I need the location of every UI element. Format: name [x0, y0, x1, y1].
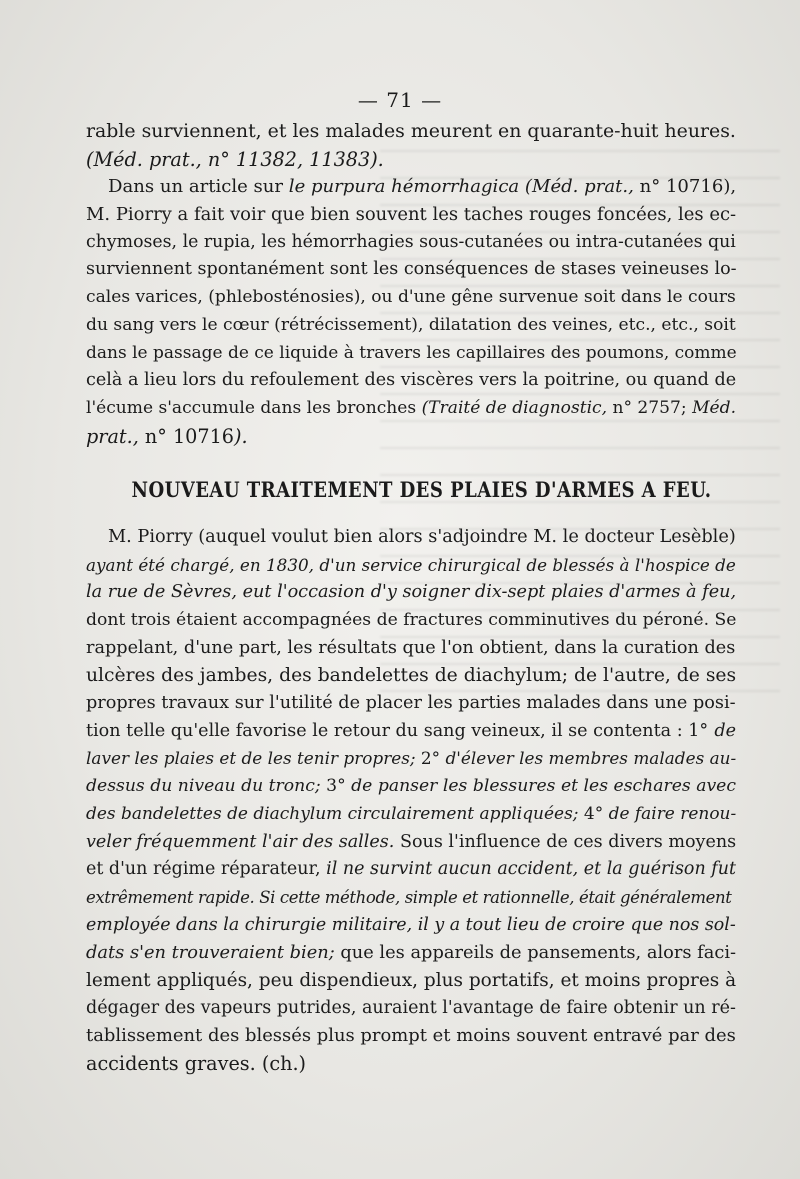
text-line — [86, 607, 736, 635]
text-line — [86, 201, 736, 229]
text-line — [86, 367, 736, 395]
text-span: cales varices, (phlebosténosies), ou d'une gêne survenue soit dans le cours — [86, 287, 736, 308]
text-line — [86, 173, 736, 201]
italic-span: d'élever les membres malades au- — [445, 748, 737, 769]
page-body — [86, 118, 736, 1078]
text-line — [86, 256, 736, 284]
text-line — [86, 801, 736, 829]
text-line — [86, 579, 736, 607]
italic-span: prat., — [86, 424, 139, 448]
text-line — [86, 635, 736, 663]
text-line — [86, 912, 736, 940]
text-span: accidents graves. (ch.) — [86, 1052, 307, 1076]
text-span: M. Piorry (auquel voulut bien alors s'adjoindre M. le docteur Lesèble) — [108, 526, 736, 547]
text-line — [86, 284, 736, 312]
citation: (Méd. prat., n° 11382, 11383). — [86, 147, 384, 171]
text-span: l'écume s'accumule dans les bronches — [86, 397, 422, 418]
italic-span: le purpura hémorrhagica (Méd. prat., — [288, 176, 634, 198]
text-line — [86, 773, 736, 801]
italic-span: de — [714, 720, 736, 741]
text-line — [86, 1050, 736, 1078]
italic-span: dessus du niveau du tronc; — [86, 776, 321, 797]
text-span: 4° — [578, 803, 609, 824]
italic-span: Méd. — [692, 397, 736, 418]
text-line — [86, 312, 736, 340]
text-span: n° 2757; — [607, 397, 693, 418]
text-line — [86, 884, 736, 912]
paragraph-purpura — [86, 173, 736, 450]
text-span: 2° — [415, 748, 446, 769]
text-span: dont trois étaient accompagnées de fractures comminutives du péroné. Se — [86, 610, 737, 631]
text-span: rappelant, d'une part, les résultats que l'on obtient, dans la curation des — [86, 637, 736, 658]
text-line — [86, 1022, 736, 1050]
text-line — [86, 690, 736, 718]
text-span: Dans un article sur — [108, 176, 289, 198]
text-span: 3° — [320, 776, 352, 797]
italic-span: (Traité de diagnostic, — [421, 397, 608, 418]
text-line — [86, 718, 736, 746]
text-span: dans le passage de ce liquide à travers les capillaires des poumons, comme — [86, 342, 737, 363]
text-span: chymoses, le rupia, les hémorrhagies sous-cutanées ou intra-cutanées qui — [86, 231, 736, 252]
text-line — [86, 995, 736, 1023]
text-span: du sang vers le cœur (rétrécissement), dilatation des veines, etc., etc., soit — [86, 314, 736, 335]
text-span: Sous l'influence de ces divers moyens — [394, 831, 737, 852]
text-line — [86, 395, 736, 423]
text-line — [86, 856, 736, 884]
text-span: n° 10716 — [138, 424, 235, 448]
text-line — [86, 662, 736, 690]
text-span: surviennent spontanément sont les conséquences de stases veineuses lo- — [86, 259, 737, 280]
text-span: celà a lieu lors du refoulement des viscères vers la poitrine, ou quand de — [86, 370, 737, 391]
text-span: rable surviennent, et les malades meurent en quarante-huit heures. — [86, 120, 736, 142]
text-line — [86, 524, 736, 552]
text-span: dégager des vapeurs putrides, auraient l'avantage de faire obtenir un ré- — [86, 997, 736, 1018]
text-line — [86, 229, 736, 257]
text-span: lement appliqués, peu dispendieux, plus portatifs, et moins propres à — [86, 969, 737, 991]
text-span: tablissement des blessés plus prompt et moins souvent entravé par des — [86, 1025, 736, 1047]
italic-span: de faire renou- — [608, 803, 737, 824]
italic-span: employée dans la chirurgie militaire, il y a tout lieu de croire que nos sol- — [86, 914, 736, 935]
text-line — [86, 552, 736, 580]
text-span: propres travaux sur l'utilité de placer les parties malades dans une posi- — [86, 693, 736, 714]
text-span: et d'un régime réparateur, — [86, 859, 327, 880]
italic-span: dats s'en trouveraient bien; — [86, 942, 335, 964]
italic-span: ayant été chargé, en 1830, d'un service chirurgical de blessés à l'hospice de — [86, 554, 736, 575]
italic-span: veler fréquemment l'air des salles. — [86, 831, 395, 852]
text-span: tion telle qu'elle favorise le retour du sang veineux, il se contenta : 1° — [86, 720, 714, 741]
italic-span: il ne survint aucun accident, et la guérison fut — [326, 859, 736, 880]
text-span: ulcères des jambes, des bandelettes de diachylum; de l'autre, de ses — [86, 665, 737, 687]
text-line — [86, 118, 736, 146]
italic-span: laver les plaies et de les tenir propres; — [86, 748, 416, 769]
text-line — [86, 967, 736, 995]
text-span: M. Piorry a fait voir que bien souvent les taches rouges foncées, les ec- — [86, 204, 737, 226]
italic-span: la rue de Sèvres, eut l'occasion d'y soigner dix-sept plaies d'armes à feu, — [86, 582, 737, 603]
text-line — [86, 146, 736, 174]
italic-span: ). — [234, 424, 248, 448]
paragraph-continuation — [86, 118, 736, 173]
text-span: n° 10716), — [633, 176, 737, 198]
text-line — [86, 939, 736, 967]
text-span: que les appareils de pansements, alors faci- — [334, 942, 737, 964]
page-number: — 71 — — [357, 88, 443, 112]
text-line — [86, 423, 736, 451]
italic-span: des bandelettes de diachylum circulairement appliquées; — [86, 803, 579, 824]
section-heading: NOUVEAU TRAITEMENT DES PLAIES D'ARMES A FEU. — [131, 477, 712, 503]
text-line — [86, 340, 736, 368]
italic-span: extrêmement rapide. Si cette méthode, simple et rationnelle, était généralement — [86, 887, 732, 907]
text-line — [86, 829, 736, 857]
paragraph-treatment — [86, 524, 736, 1078]
italic-span: de panser les blessures et les eschares avec — [351, 776, 736, 797]
text-line — [86, 745, 736, 773]
